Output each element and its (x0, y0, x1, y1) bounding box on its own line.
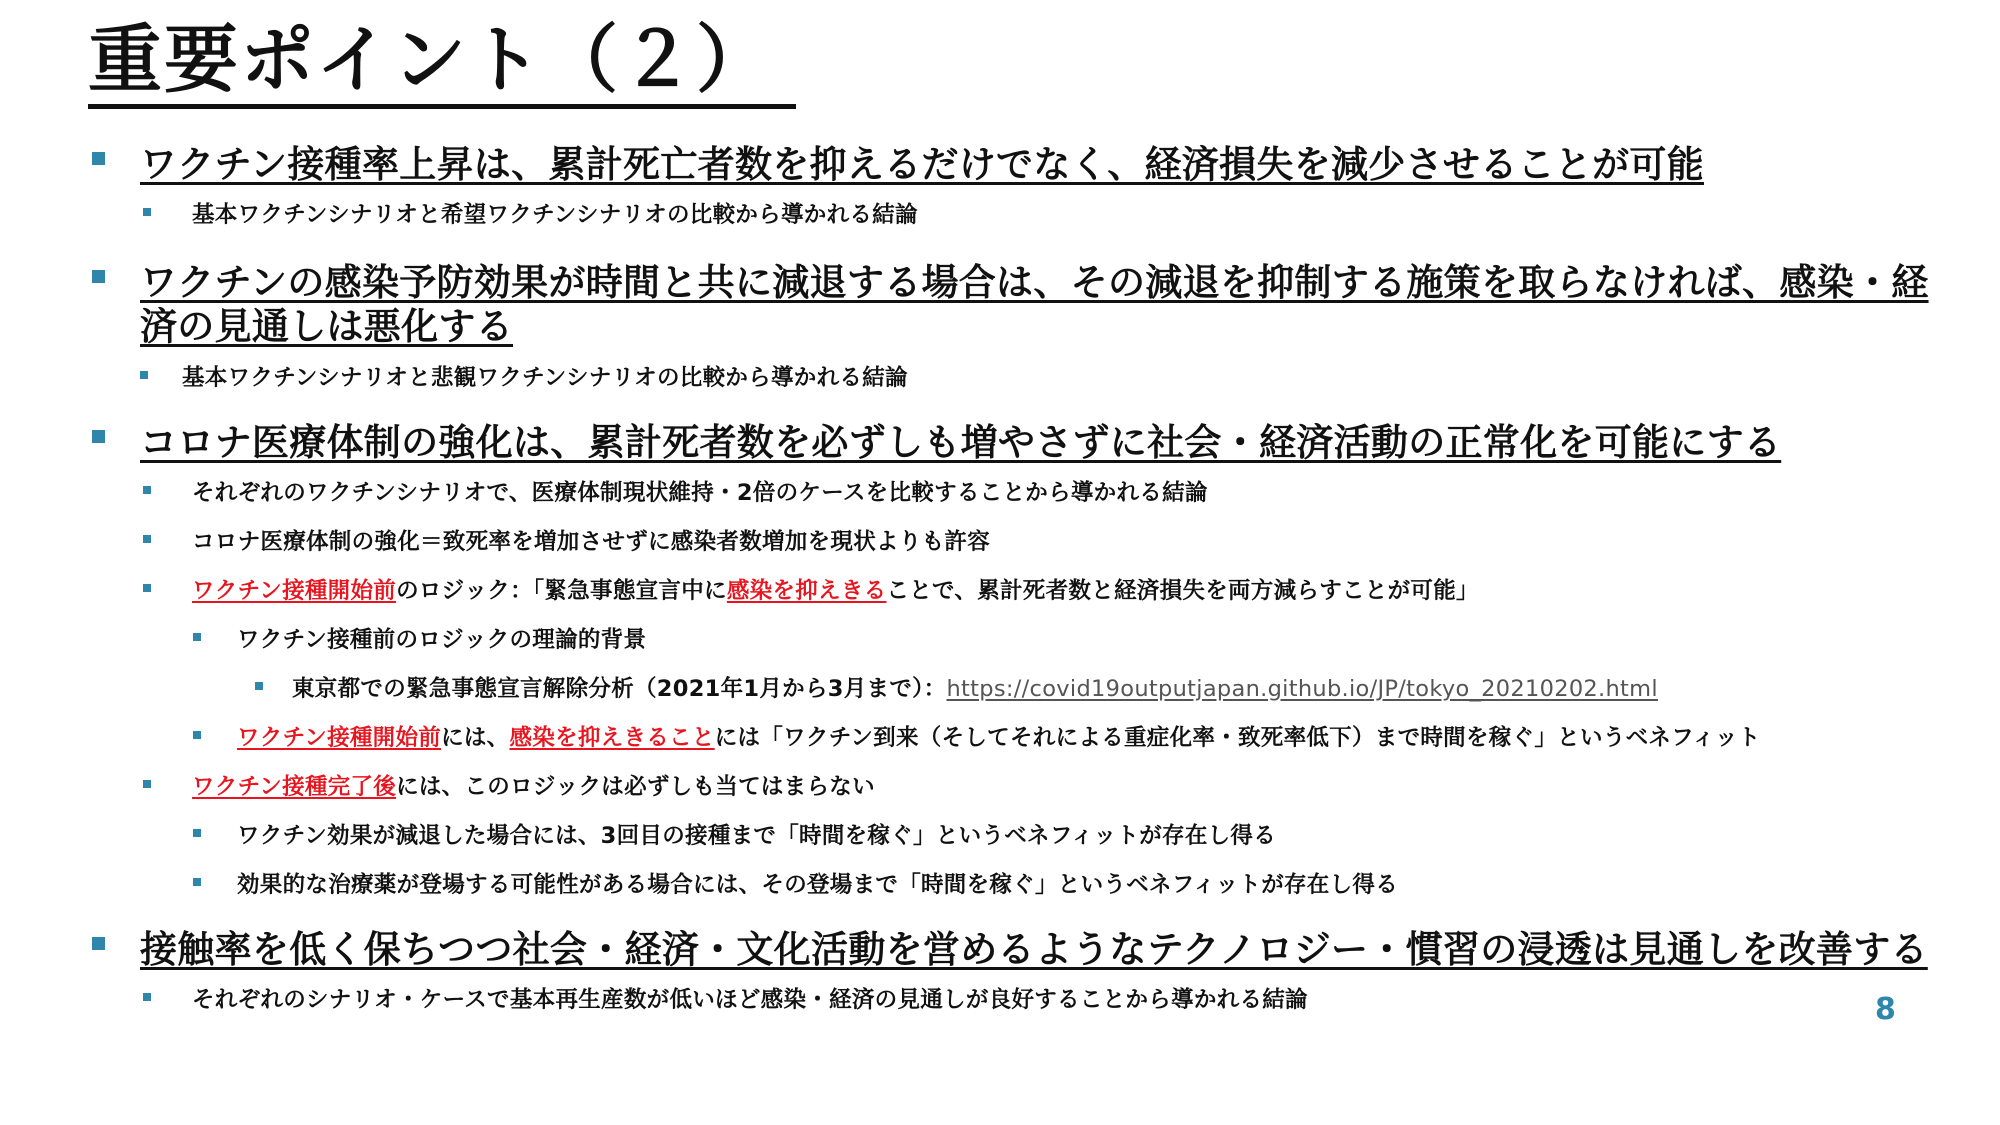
highlight-suppress-infection: 感染を抑えきること (509, 725, 715, 751)
bullet-icon (193, 633, 201, 641)
point-3-sub-4a-text: ワクチン効果が減退した場合には、3回目の接種まで「時間を稼ぐ」というベネフィットが存在し得る (237, 823, 1277, 849)
bullet-icon (92, 430, 105, 443)
point-4-text: 接触率を低く保ちつつ社会・経済・文化活動を営めるようなテクノロジー・慣習の浸透は見通しを改善する (140, 928, 1928, 971)
point-3-text: コロナ医療体制の強化は、累計死者数を必ずしも増やさずに社会・経済活動の正常化を可能にする (140, 421, 1782, 464)
page-number: 8 (1875, 992, 1896, 1027)
point-3-sub-3-text (192, 573, 1479, 605)
bullet-icon (143, 535, 151, 543)
point-3-sub-4b-text: 効果的な治療薬が登場する可能性がある場合には、その登場まで「時間を稼ぐ」というベネフィットが存在し得る (237, 872, 1399, 898)
highlight-before-vaccination: ワクチン接種開始前 (192, 578, 397, 604)
tokyo-analysis-link[interactable]: https://covid19outputjapan.github.io/JP/tokyo_20210202.html (946, 676, 1658, 702)
highlight-before-vaccination: ワクチン接種開始前 (237, 725, 442, 751)
sub-3-mid: のロジック：「緊急事態宣言中に (396, 578, 727, 604)
point-2-text-line2: 済の見通しは悪化する (140, 305, 513, 348)
bullet-icon (193, 829, 201, 837)
sub-3b-mid: には、 (441, 725, 510, 751)
highlight-suppress-infection: 感染を抑えきる (726, 578, 887, 604)
bullet-icon (140, 371, 148, 379)
bullet-icon (193, 878, 201, 886)
point-3-sub-1-text: それぞれのワクチンシナリオで、医療体制現状維持・2倍のケースを比較することから導かれる結論 (192, 480, 1208, 506)
slide-title: 重要ポイント（２） (88, 22, 796, 109)
point-3-sub-3b-text (237, 720, 1761, 752)
bullet-icon (92, 270, 105, 283)
point-1-text: ワクチン接種率上昇は、累計死亡者数を抑えるだけでなく、経済損失を減少させることが可能 (140, 143, 1705, 186)
sub-3-end: ことで、累計死者数と経済損失を両方減らすことが可能」 (886, 578, 1479, 604)
bullet-icon (92, 937, 105, 950)
point-3-sub-4-text (192, 769, 875, 801)
bullet-icon (143, 208, 151, 216)
point-2-sub-text: 基本ワクチンシナリオと悲観ワクチンシナリオの比較から導かれる結論 (182, 365, 908, 391)
bullet-icon (255, 682, 263, 690)
bullet-icon (143, 486, 151, 494)
bullet-icon (143, 993, 151, 1001)
bullet-icon (92, 152, 105, 165)
bullet-icon (193, 731, 201, 739)
point-4-sub-text: それぞれのシナリオ・ケースで基本再生産数が低いほど感染・経済の見通しが良好することから導かれる結論 (192, 987, 1308, 1013)
point-2-text-line1: ワクチンの感染予防効果が時間と共に減退する場合は、その減退を抑制する施策を取らなければ、感染・経 (140, 261, 1929, 304)
bullet-icon (143, 584, 151, 592)
point-3-sub-3a-i-text (292, 671, 1658, 703)
point-3-sub-2-text: コロナ医療体制の強化＝致死率を増加させずに感染者数増加を現状よりも許容 (192, 529, 991, 555)
sub-3b-end: には「ワクチン到来（そしてそれによる重症化率・致死率低下）まで時間を稼ぐ」というベネフィット (714, 725, 1761, 751)
sub-4-end: には、このロジックは必ずしも当てはまらない (396, 774, 875, 800)
point-1-sub-text: 基本ワクチンシナリオと希望ワクチンシナリオの比較から導かれる結論 (192, 202, 918, 228)
point-3-sub-3a-text: ワクチン接種前のロジックの理論的背景 (237, 627, 647, 653)
highlight-after-vaccination: ワクチン接種完了後 (192, 774, 397, 800)
bullet-icon (143, 780, 151, 788)
tokyo-analysis-label: 東京都での緊急事態宣言解除分析（2021年1月から3月まで）： (292, 676, 947, 702)
